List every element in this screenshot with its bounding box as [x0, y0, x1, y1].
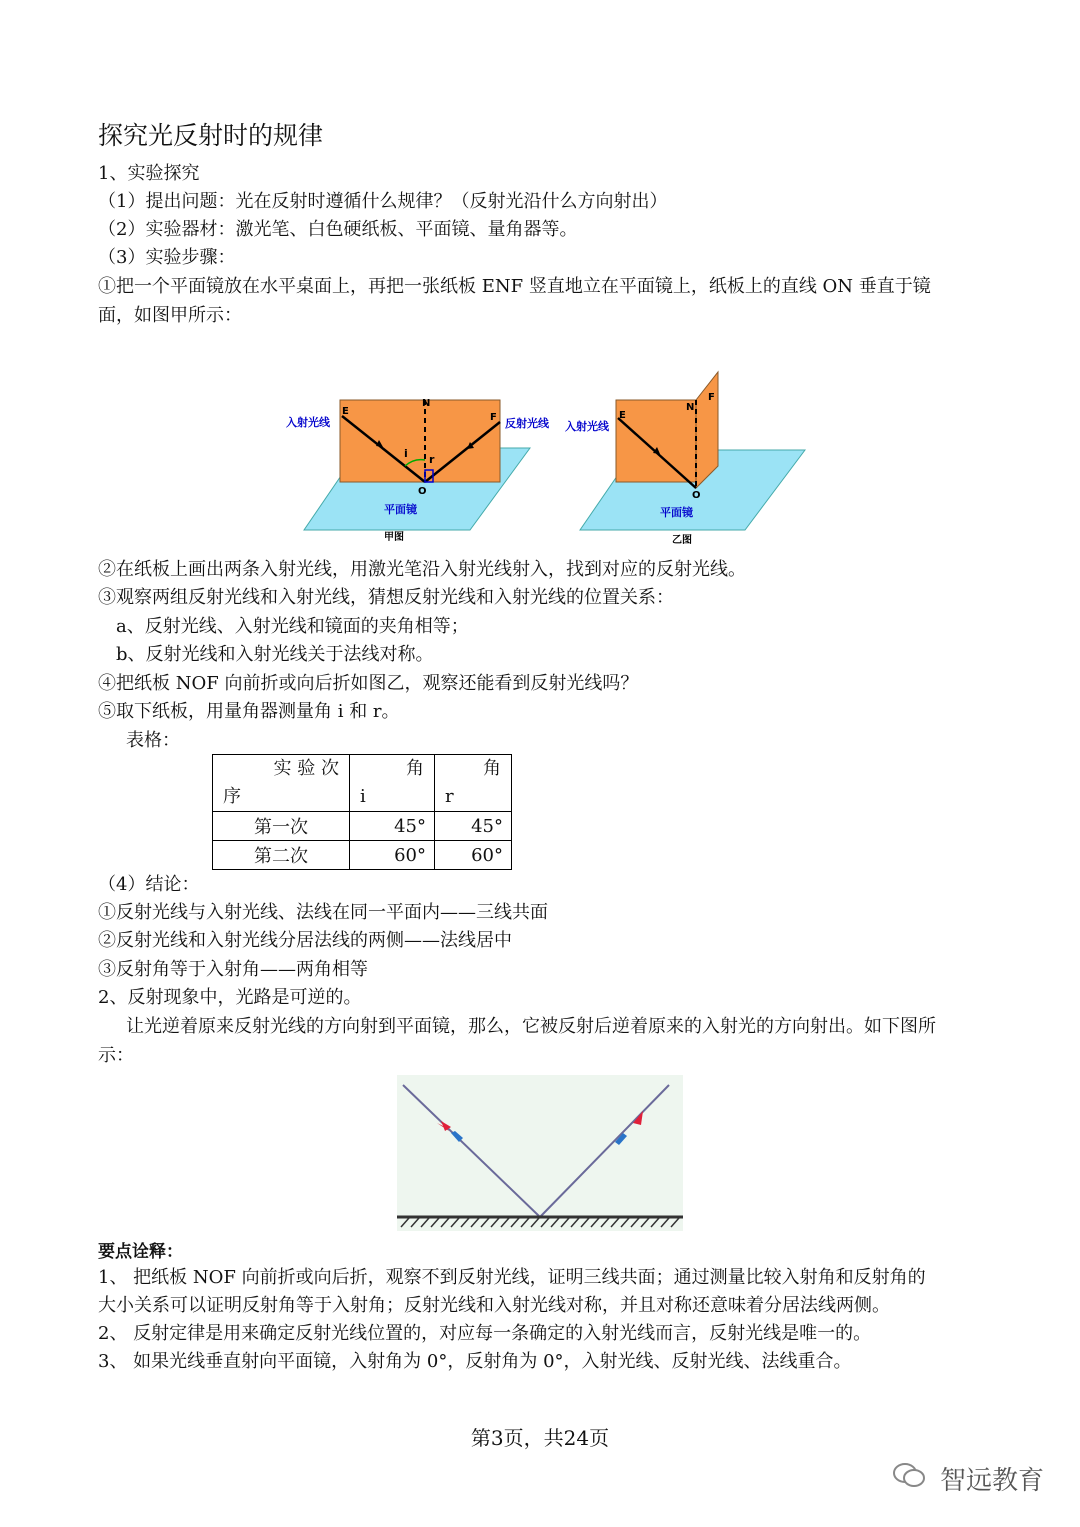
cell-r: 45°: [435, 812, 512, 841]
paper-board-e-half: [616, 400, 696, 482]
question-1: （1）提出问题：光在反射时遵循什么规律？（反射光沿什么方向射出）: [98, 191, 668, 212]
reversibility-line-b: 示：: [98, 1045, 134, 1066]
header-angle-r: 角 r: [435, 755, 512, 812]
note-2: 2、 反射定律是用来确定反射光线位置的，对应每一条确定的入射光线而言，反射光线是唯一的。: [98, 1323, 872, 1344]
step-1-line-a: ①把一个平面镜放在水平桌面上，再把一张纸板 ENF 竖直地立在平面镜上，纸板上的直线 ON 垂直于镜: [98, 276, 931, 297]
header-angle-i: 角 i: [350, 755, 435, 812]
chat-bubble-icon: [892, 1461, 926, 1496]
label-e: E: [342, 406, 349, 417]
watermark: [892, 1460, 1044, 1497]
note-1-line-a: 1、 把纸板 NOF 向前折或向后折，观察不到反射光线，证明三线共面；通过测量比较入射角和反射角的: [98, 1267, 926, 1288]
conclusion-3: ③反射角等于入射角——两角相等: [98, 959, 368, 980]
section-heading-2: 2、反射现象中，光路是可逆的。: [98, 987, 362, 1008]
reflection-experiment-figure: [280, 360, 820, 555]
incident-ray-label-a: 入射光线: [286, 416, 330, 429]
step-3-b: b、反射光线和入射光线关于法线对称。: [116, 644, 434, 665]
cell-i: 60°: [350, 841, 435, 870]
header-trial: 实 验 次 序: [213, 755, 350, 812]
cell-trial: 第一次: [213, 812, 350, 841]
incident-ray-label-b: 入射光线: [565, 420, 609, 433]
caption-a: 甲图: [384, 532, 404, 543]
table-row: [213, 812, 512, 841]
note-3: 3、 如果光线垂直射向平面镜，入射角为 0°，反射角为 0°，入射光线、反射光线、法线重合。: [98, 1351, 852, 1372]
note-1-line-b: 大小关系可以证明反射角等于入射角；反射光线和入射光线对称，并且对称还意味着分居法线两侧。: [98, 1295, 890, 1316]
page-number-footer: 第3页，共24页: [470, 1426, 610, 1450]
watermark-text: 智远教育: [939, 1466, 1044, 1496]
step-4: ④把纸板 NOF 向前折或向后折如图乙，观察还能看到反射光线吗？: [98, 673, 639, 694]
label-n: N: [422, 398, 431, 409]
conclusion-2: ②反射光线和入射光线分居法线的两侧——法线居中: [98, 930, 512, 951]
label-o-b: O: [692, 490, 701, 501]
figure-background: [397, 1075, 683, 1231]
table-row: [213, 841, 512, 870]
question-3: （3）实验步骤：: [98, 247, 236, 268]
conclusion-1: ①反射光线与入射光线、法线在同一平面内——三线共面: [98, 902, 548, 923]
step-3-a: a、反射光线、入射光线和镜面的夹角相等；: [116, 616, 469, 637]
caption-b: 乙图: [672, 535, 692, 546]
table-label: 表格：: [126, 730, 180, 751]
notes-title: 要点诠释：: [98, 1242, 183, 1262]
mirror-label-b: 平面镜: [660, 506, 693, 519]
reversible-path-figure: [397, 1075, 683, 1231]
page-title: 探究光反射时的规律: [98, 121, 324, 150]
reversibility-line-a: 让光逆着原来反射光线的方向射到平面镜，那么，它被反射后逆着原来的入射光的方向射出。如下图所: [126, 1016, 936, 1037]
question-2: （2）实验器材：激光笔、白色硬纸板、平面镜、量角器等。: [98, 219, 578, 240]
reflected-ray-label-a: 反射光线: [505, 417, 549, 430]
table-header-row: [213, 755, 512, 812]
section-heading-1: 1、实验探究: [98, 163, 200, 184]
label-f: F: [490, 412, 497, 423]
cell-i: 45°: [350, 812, 435, 841]
label-i: i: [404, 447, 408, 460]
label-e-b: E: [619, 410, 626, 421]
mirror-label-a: 平面镜: [384, 503, 417, 516]
label-n-b: N: [686, 402, 695, 413]
cell-r: 60°: [435, 841, 512, 870]
label-f-b: F: [708, 392, 715, 403]
step-5: ⑤取下纸板，用量角器测量角 i 和 r。: [98, 701, 400, 722]
step-3: ③观察两组反射光线和入射光线，猜想反射光线和入射光线的位置关系：: [98, 587, 674, 608]
label-o: O: [418, 486, 427, 497]
step-1-line-b: 面，如图甲所示：: [98, 305, 242, 326]
cell-trial: 第二次: [213, 841, 350, 870]
step-2: ②在纸板上画出两条入射光线，用激光笔沿入射光线射入，找到对应的反射光线。: [98, 559, 746, 580]
question-4: （4）结论：: [98, 874, 200, 895]
label-r: r: [429, 453, 435, 466]
angle-table: [212, 754, 512, 870]
